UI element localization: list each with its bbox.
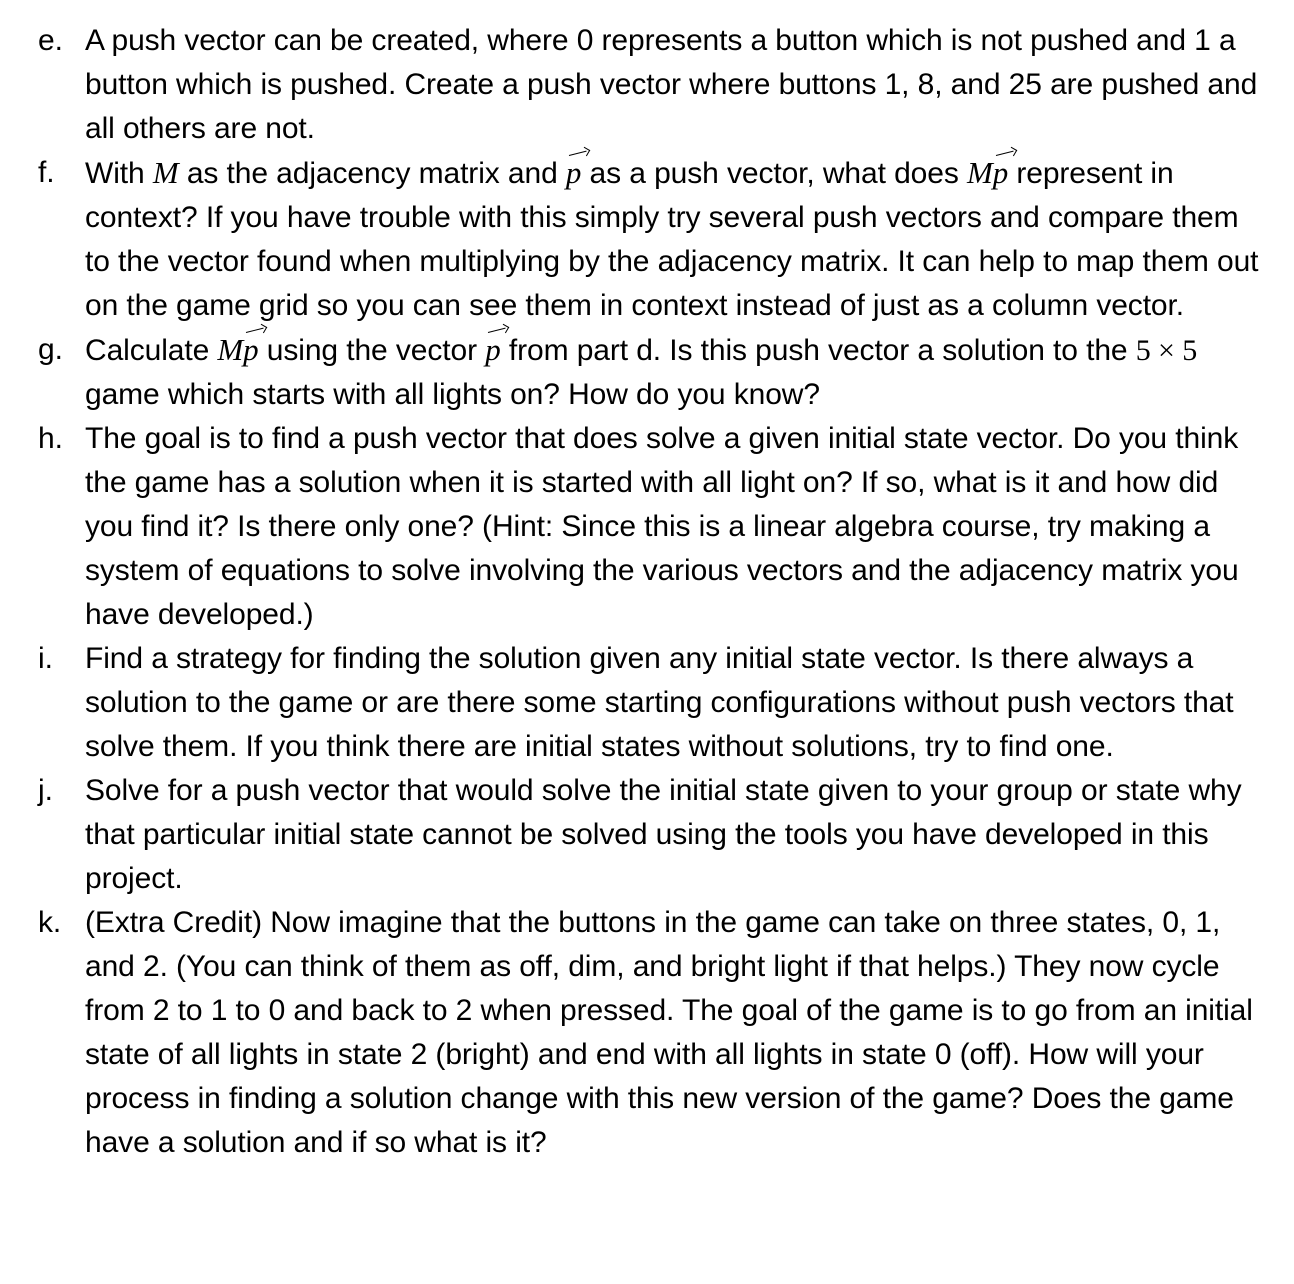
item-text-part: as a push vector, what does — [581, 157, 967, 190]
list-item-h — [0, 417, 1294, 637]
item-text-part: as the adjacency matrix and — [178, 157, 566, 190]
matrix-symbol: M — [217, 332, 244, 367]
vector-symbol: p — [243, 328, 258, 372]
item-marker: h. — [38, 422, 63, 455]
grid-dimensions: 5 × 5 — [1135, 334, 1198, 367]
vector-symbol: p — [566, 151, 581, 195]
item-marker: f. — [38, 156, 55, 189]
item-marker: j. — [38, 774, 53, 807]
item-text: Find a strategy for finding the solution given any initial state vector. Is there always a solution to the game or are there some starting configurations without push vectors that solve them. If you think there are initial states without solutions, try to find one. — [85, 642, 1234, 763]
item-text-part: game which starts with all lights on? How do you know? — [85, 378, 820, 411]
item-text: (Extra Credit) Now imagine that the buttons in the game can take on three states, 0, 1, and 2. (You can think of them as off, dim, and bright light if that helps.) They now cycle from 2 to 1 to 0 and back to 2 when pressed. The goal of the game is to go from an initial state of all lights in state 2 (bright) and end with all lights in state 0 (off). How will your process in finding a solution change with this new version of the game? Does the game have a solution and if so what is it? — [85, 906, 1253, 1159]
item-text-part: Calculate — [85, 334, 218, 367]
list-item-g — [0, 328, 1294, 417]
list-item-f — [0, 151, 1294, 328]
item-marker: g. — [38, 333, 63, 366]
item-text-part: using the vector — [258, 334, 486, 367]
item-marker: k. — [38, 906, 62, 939]
item-text-part: represent in context? If you have trouble with this simply try several push vectors and compare them to the vector found when multiplying by the adjacency matrix. It can help to map them out on the game grid so you can see them in context instead of just as a column vector. — [85, 157, 1259, 322]
item-marker: e. — [38, 24, 63, 57]
item-text: A push vector can be created, where 0 represents a button which is not pushed and 1 a button which is pushed. Create a push vector where buttons 1, 8, and 25 are pushed and all others are not. — [85, 24, 1258, 145]
item-text-part: from part d. Is this push vector a solution to the — [500, 334, 1136, 367]
matrix-symbol: M — [966, 155, 993, 190]
item-marker: i. — [38, 642, 53, 675]
list-item-i — [0, 637, 1294, 769]
list-item-j — [0, 769, 1294, 901]
list-item-e — [0, 19, 1294, 151]
list-item-k — [0, 901, 1294, 1165]
matrix-symbol: M — [152, 155, 179, 190]
item-text: Solve for a push vector that would solve the initial state given to your group or state why that particular initial state cannot be solved using the tools you have developed in this project. — [85, 774, 1242, 895]
vector-symbol: p — [993, 151, 1008, 195]
item-text: The goal is to find a push vector that does solve a given initial state vector. Do you think the game has a solution when it is started with all light on? If so, what is it and how did you find it? Is there only one? (Hint: Since this is a linear algebra course, try making a system of equations to solve involving the various vectors and the adjacency matrix you have developed.) — [85, 422, 1239, 631]
question-list — [0, 19, 1294, 1165]
vector-symbol: p — [485, 328, 500, 372]
item-text-part: With — [85, 157, 153, 190]
